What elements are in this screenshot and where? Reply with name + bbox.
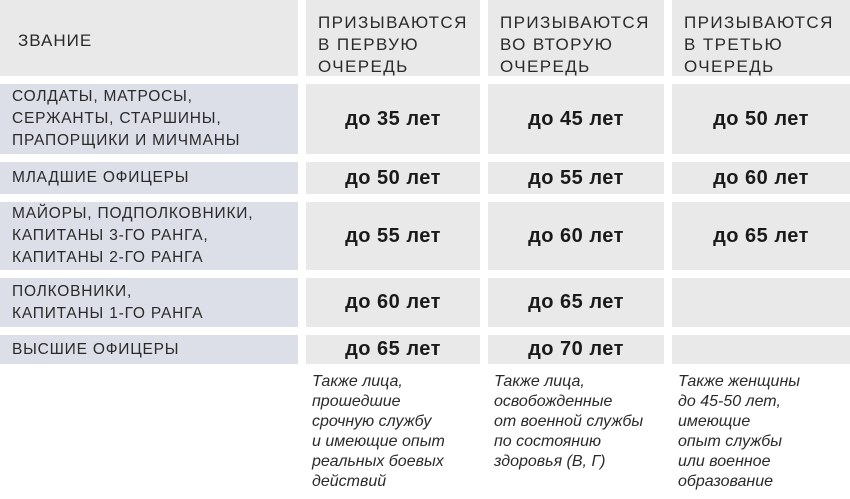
- age-limit-value: [672, 335, 850, 364]
- call-order-header: ПРИЗЫВАЮТСЯ В ТРЕТЬЮ ОЧЕРЕДЬ: [684, 13, 834, 76]
- call-order-header: ПРИЗЫВАЮТСЯ ВО ВТОРУЮ ОЧЕРЕДЬ: [500, 13, 650, 76]
- age-limit-cell: [306, 202, 480, 270]
- rank-label: МАЙОРЫ, ПОДПОЛКОВНИКИ, КАПИТАНЫ 3-ГО РАНГА, КАПИТАНЫ 2-ГО РАНГА: [12, 205, 254, 266]
- age-limit-cell: [488, 202, 664, 270]
- age-limit-value: до 65 лет: [713, 224, 809, 247]
- age-limit-value: до 50 лет: [345, 166, 441, 189]
- age-limit-cell: [306, 278, 480, 327]
- rank-label: СОЛДАТЫ, МАТРОСЫ, СЕРЖАНТЫ, СТАРШИНЫ, ПРАПОРЩИКИ И МИЧМАНЫ: [12, 88, 241, 149]
- age-limit-value: [672, 278, 850, 327]
- age-limit-value: до 35 лет: [345, 107, 441, 130]
- age-limit-cell: [672, 202, 850, 270]
- column-footnote: Также лица, освобожденные от военной службы по состоянию здоровья (В, Г): [494, 373, 644, 470]
- age-limit-cell: [672, 278, 850, 327]
- call-order-header-cell: [672, 0, 850, 76]
- age-limit-value: до 60 лет: [345, 291, 441, 313]
- age-limit-cell: [672, 335, 850, 364]
- age-limit-cell: [488, 335, 664, 364]
- rank-cell: [0, 162, 298, 194]
- rank-cell: [0, 335, 298, 364]
- rank-cell: [0, 84, 298, 154]
- call-order-header-cell: [488, 0, 664, 76]
- call-order-header: ПРИЗЫВАЮТСЯ В ПЕРВУЮ ОЧЕРЕДЬ: [318, 13, 468, 76]
- age-limit-value: до 55 лет: [345, 224, 441, 247]
- age-limit-cell: [488, 278, 664, 327]
- rank-label: МЛАДШИЕ ОФИЦЕРЫ: [12, 169, 190, 186]
- rank-label: ПОЛКОВНИКИ, КАПИТАНЫ 1-ГО РАНГА: [12, 282, 204, 322]
- age-limit-value: до 45 лет: [528, 107, 624, 130]
- age-limit-value: до 55 лет: [528, 166, 624, 189]
- age-limit-value: до 60 лет: [528, 224, 624, 247]
- rank-header-cell: [0, 0, 298, 76]
- column-footnote: Также женщины до 45-50 лет, имеющие опыт службы или военное образование: [678, 373, 801, 490]
- age-limit-value: до 60 лет: [713, 166, 809, 189]
- age-limit-cell: [306, 162, 480, 194]
- age-limit-cell: [306, 84, 480, 154]
- call-order-header-cell: [306, 0, 480, 76]
- age-limit-cell: [488, 162, 664, 194]
- age-limit-cell: [488, 84, 664, 154]
- age-limit-cell: [672, 162, 850, 194]
- column-footnote: Также лица, прошедшие срочную службу и имеющие опыт реальных боевых действий: [312, 373, 445, 490]
- age-limit-cell: [672, 84, 850, 154]
- rank-cell: [0, 278, 298, 327]
- age-limit-cell: [306, 335, 480, 364]
- age-limit-value: до 65 лет: [345, 338, 441, 360]
- rank-label: ВЫСШИЕ ОФИЦЕРЫ: [12, 340, 180, 358]
- age-limit-value: до 70 лет: [528, 338, 624, 360]
- rank-cell: [0, 202, 298, 270]
- age-limit-value: до 50 лет: [713, 107, 809, 130]
- rank-column-header: ЗВАНИЕ: [18, 31, 93, 50]
- age-limit-value: до 65 лет: [528, 291, 624, 313]
